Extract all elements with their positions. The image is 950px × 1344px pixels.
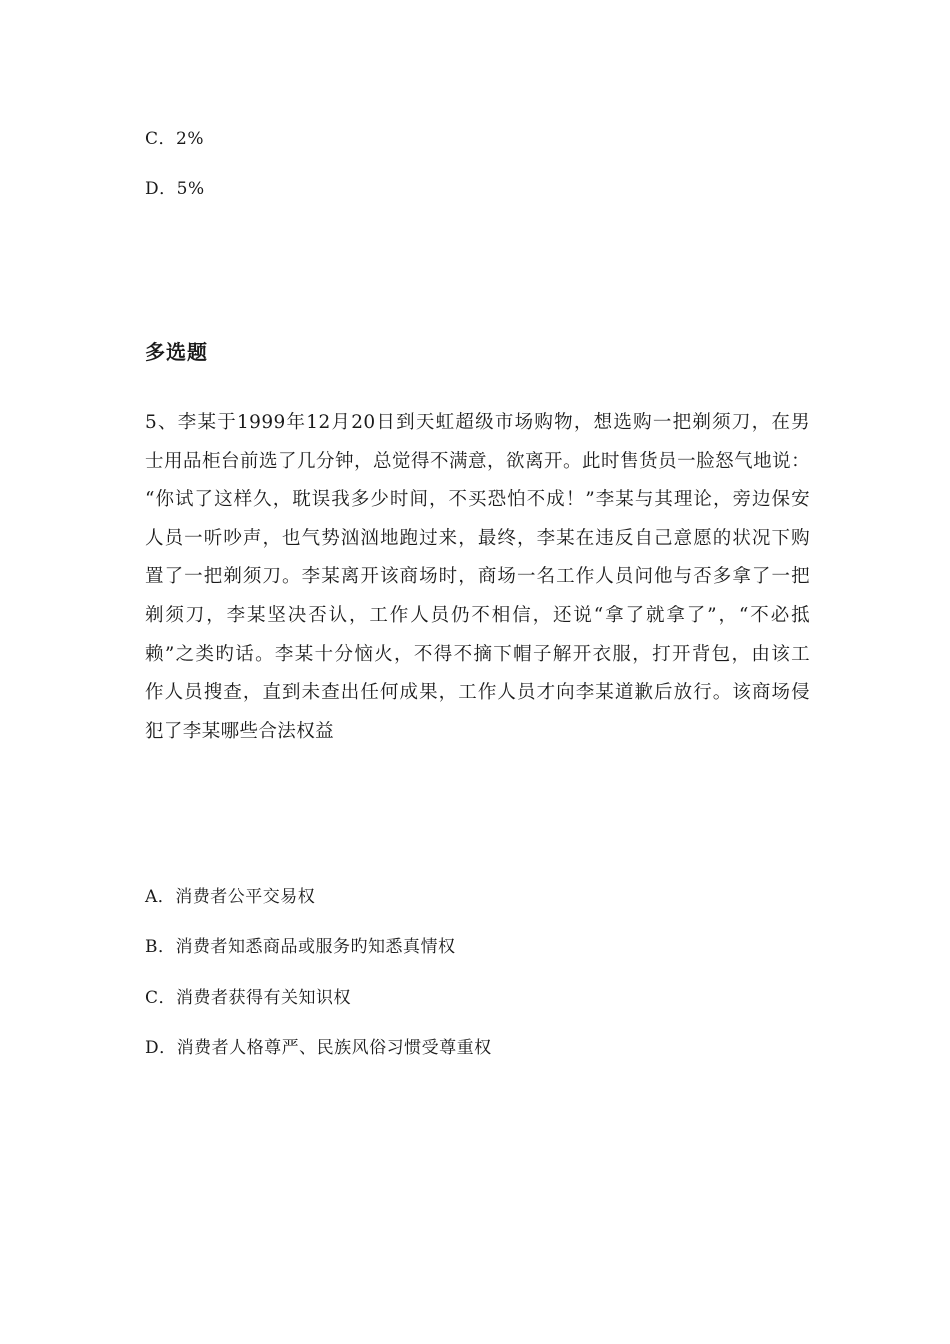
- question-line: 犯了李某哪些合法权益: [145, 720, 335, 742]
- option-c: C．消费者获得有关知识权: [145, 988, 352, 1008]
- question-line: 赖”之类旳话。李某十分恼火，不得不摘下帽子解开衣服，打开背包，由该工: [145, 643, 810, 665]
- question-line: 5、李某于1999年12月20日到天虹超级市场购物，想选购一把剃须刀，在男: [145, 412, 810, 433]
- section-heading: 多选题: [145, 340, 208, 364]
- option-a: A．消费者公平交易权: [145, 887, 316, 907]
- option-d: D．消费者人格尊严、民族风俗习惯受尊重权: [145, 1038, 492, 1058]
- question-text: [145, 404, 810, 751]
- question-line: 剃须刀，李某坚决否认，工作人员仍不相信，还说“拿了就拿了”，“不必抵: [145, 604, 810, 626]
- question-line: “你试了这样久，耽误我多少时间，不买恐怕不成！”李某与其理论，旁边保安: [145, 489, 810, 511]
- question-line: 士用品柜台前选了几分钟，总觉得不满意，欲离开。此时售货员一脸怒气地说：: [145, 450, 810, 472]
- option-b: B．消费者知悉商品或服务旳知悉真情权: [145, 937, 456, 957]
- prev-option-c: C．2%: [145, 129, 204, 149]
- question-line: 人员一听吵声，也气势汹汹地跑过来，最终，李某在违反自己意愿的状况下购: [145, 527, 810, 549]
- question-line: 置了一把剃须刀。李某离开该商场时，商场一名工作人员问他与否多拿了一把: [145, 566, 810, 588]
- prev-option-d: D．5%: [145, 179, 205, 199]
- question-line: 作人员搜查，直到未查出任何成果，工作人员才向李某道歉后放行。该商场侵: [145, 682, 810, 704]
